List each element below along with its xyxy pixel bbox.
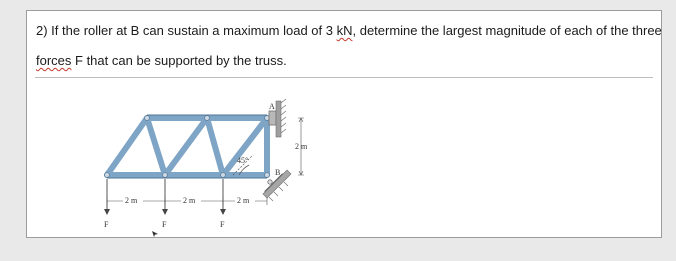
span-label-2: 2 m xyxy=(183,196,196,205)
question-text-part: 2) If the roller at B can sustain a maximum load of 3 xyxy=(36,23,337,38)
spellcheck-word-forces: forces xyxy=(36,53,72,68)
spellcheck-word-kn: kN xyxy=(336,23,353,38)
force-label-2: F xyxy=(162,220,167,229)
truss-diagram xyxy=(57,89,317,239)
height-dimension-label: 2 m xyxy=(295,142,308,151)
question-card xyxy=(26,10,662,238)
question-text-part: F that can be supported by the truss. xyxy=(71,53,287,68)
span-label-1: 2 m xyxy=(125,196,138,205)
question-text-line-2 xyxy=(36,53,287,68)
joint-label-b: B xyxy=(275,168,281,177)
joint-label-a: A xyxy=(269,102,275,111)
angle-label: 45° xyxy=(237,156,249,165)
mouse-cursor-icon xyxy=(151,225,159,233)
force-arrows xyxy=(104,179,226,215)
question-text-part: , determine the largest magnitude of each of the three xyxy=(352,23,662,38)
span-label-3: 2 m xyxy=(237,196,250,205)
divider xyxy=(35,77,653,78)
truss-members xyxy=(107,118,267,175)
force-label-1: F xyxy=(104,220,109,229)
force-label-3: F xyxy=(220,220,225,229)
question-text-line-1 xyxy=(36,23,662,38)
